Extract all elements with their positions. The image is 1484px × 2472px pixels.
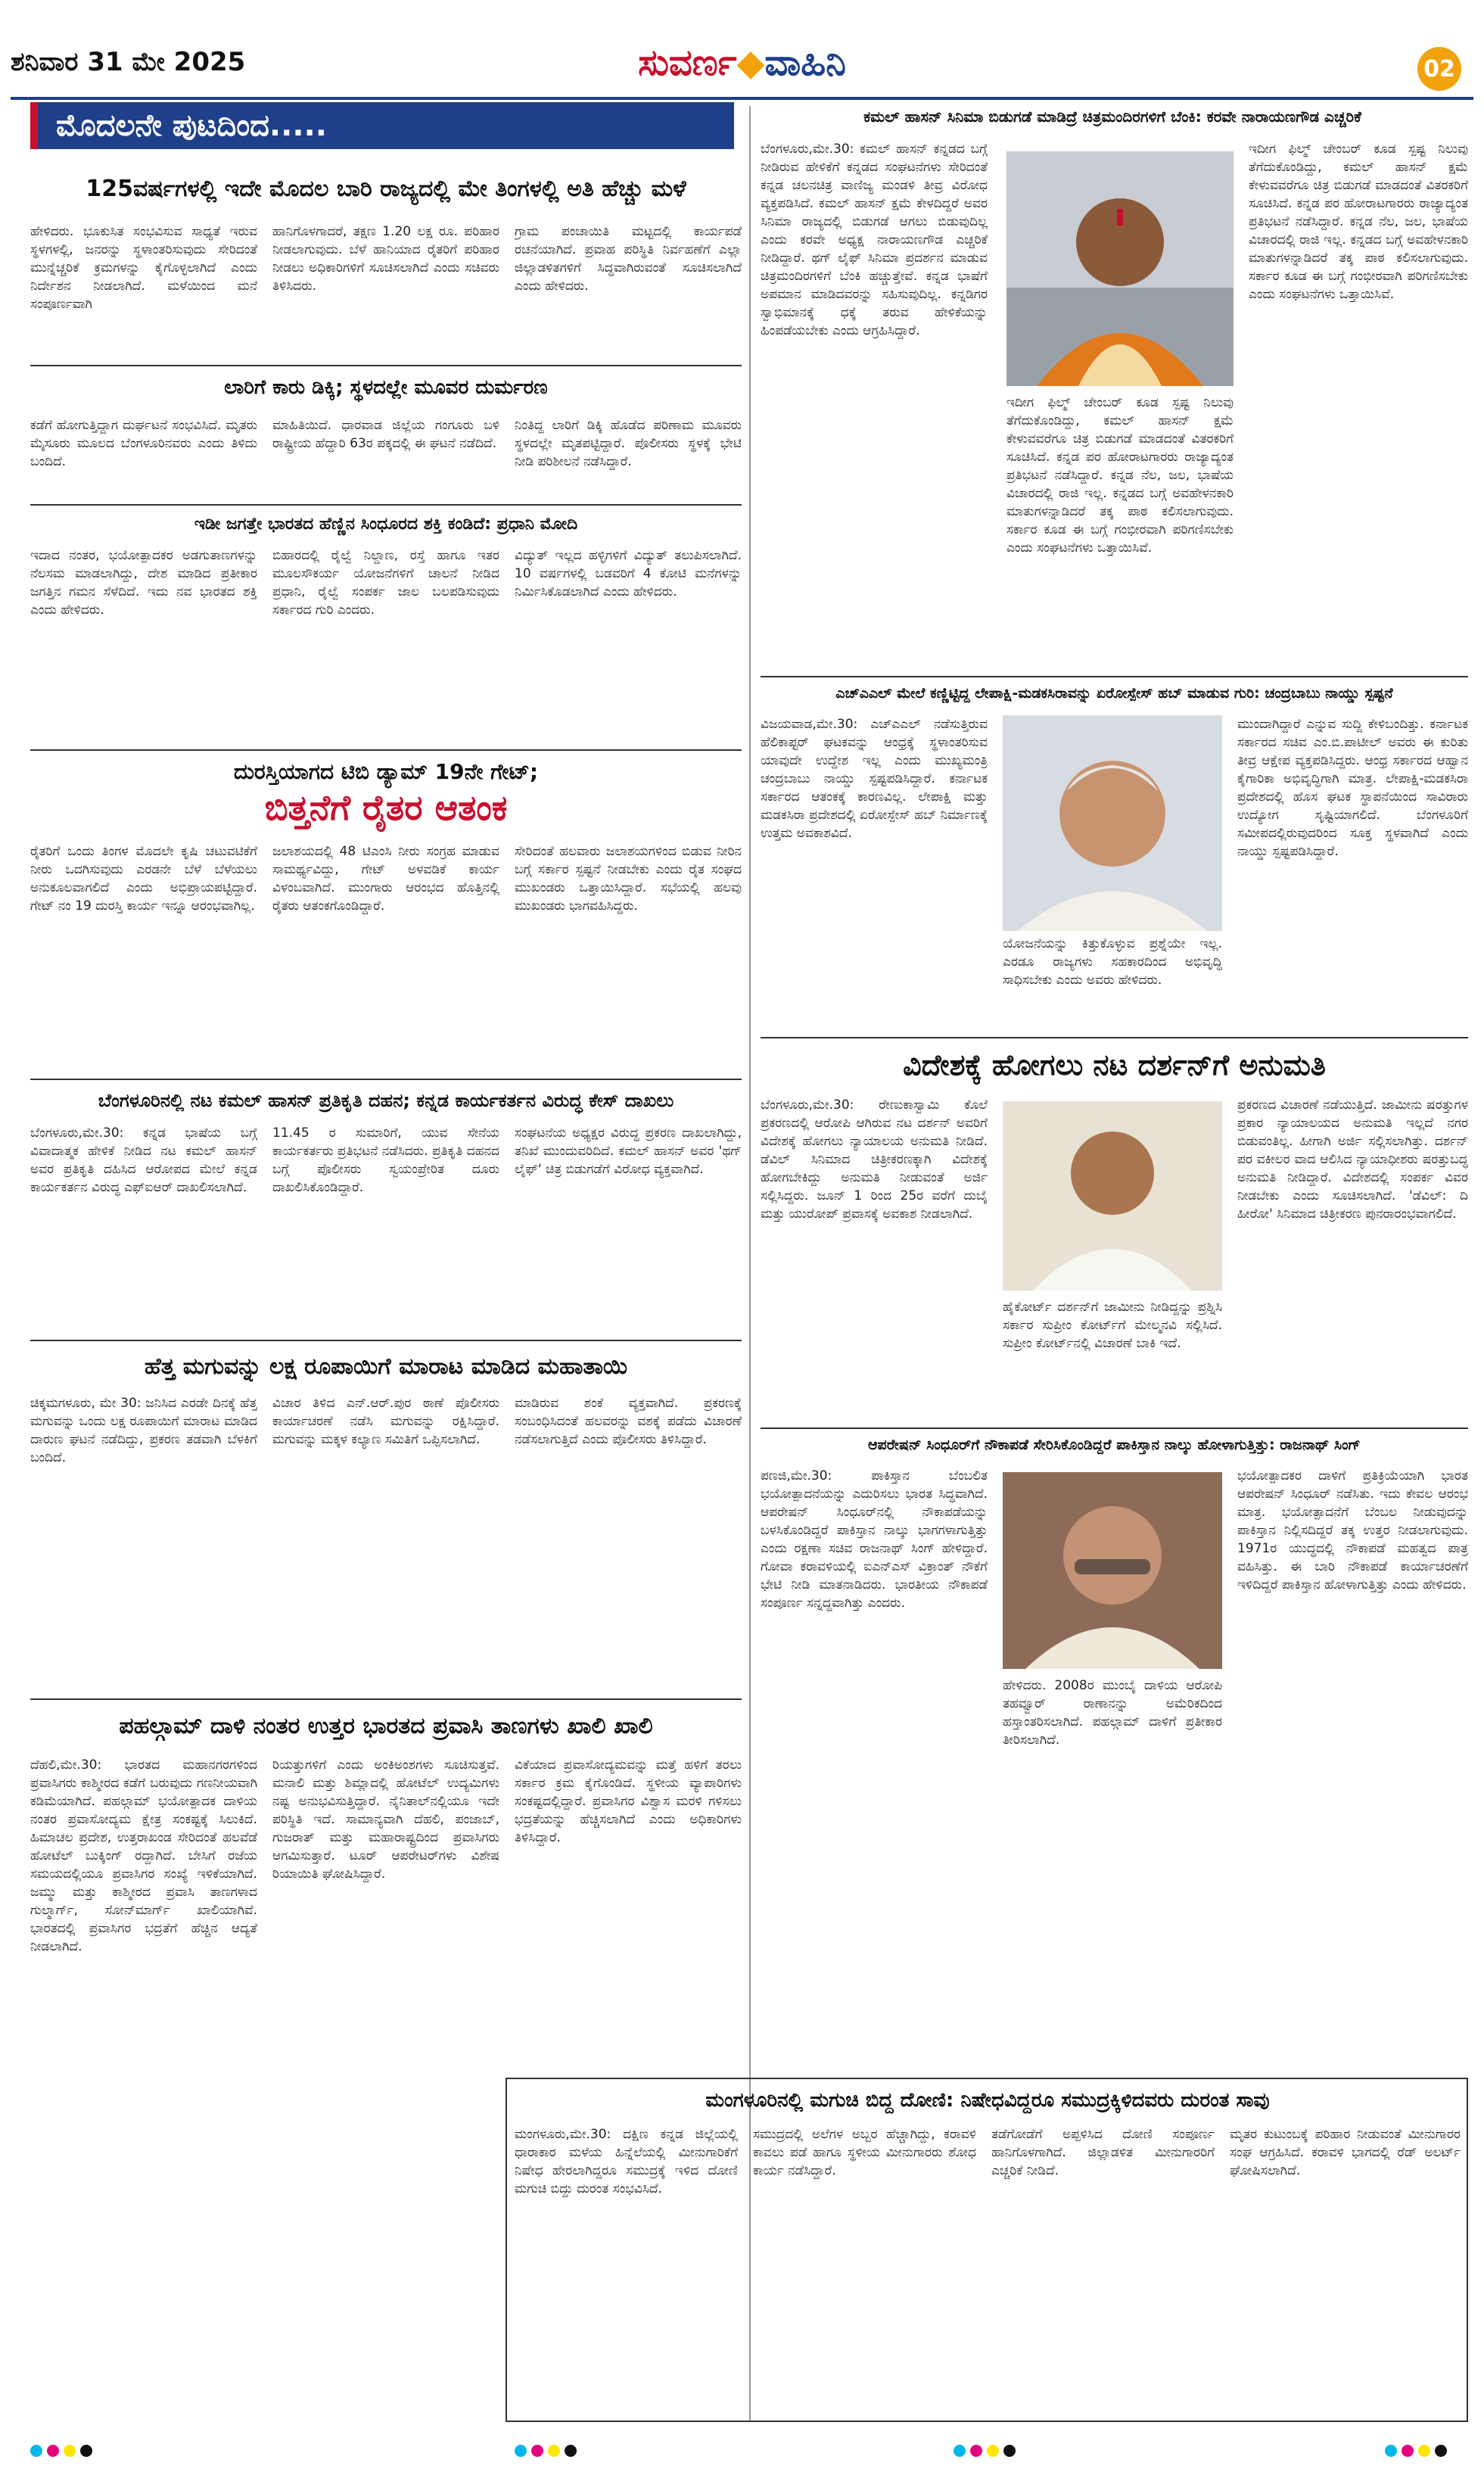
naidu-col-2: ಯೋಜನೆಯನ್ನು ಕಿತ್ತುಕೊಳ್ಳುವ ಪ್ರಶ್ನೆಯೇ ಇಲ್ಲ. ಎರಡೂ ರಾಜ್ಯಗಳು ಸಹಕಾರದಿಂದ ಅಭಿವೃದ್ಧಿ ಸಾಧಿಸಬೇಕು ಎಂದು ಅವರು ಹೇಳಿದರು. xyxy=(1003,936,1222,988)
divider xyxy=(30,1698,742,1700)
rain-col-2: ಹಾನಿಗೊಳಗಾದರೆ, ತಕ್ಷಣ 1.20 ಲಕ್ಷ ರೂ. ಪರಿಹಾರ ನೀಡಲಾಗುವುದು. ಬೆಳೆ ಹಾನಿಯಾದ ರೈತರಿಗೆ ಪರಿಹಾರ ನೀಡಲು ಅಧಿಕಾರಿಗಳಿಗೆ ಸೂಚಿಸಲಾಗಿದೆ ಎಂದು ಸಚಿವರು ತಿಳಿಸಿದರು. xyxy=(272,224,499,294)
boat-col-3: ತಡೆಗೋಡೆಗೆ ಅಪ್ಪಳಿಸಿದ ದೋಣಿ ಸಂಪೂರ್ಣ ಹಾನಿಗೊಳಗಾಗಿದೆ. ಜಿಲ್ಲಾಡಳಿತ ಮೀನುಗಾರರಿಗೆ ಎಚ್ಚರಿಕೆ ನೀಡಿದೆ. xyxy=(991,2127,1215,2178)
accident-col-3: ನಿಂತಿದ್ದ ಲಾರಿಗೆ ಡಿಕ್ಕಿ ಹೊಡೆದ ಪರಿಣಾಮ ಮೂವರು ಸ್ಥಳದಲ್ಲೇ ಮೃತಪಟ್ಟಿದ್ದಾರೆ. ಪೊಲೀಸರು ಸ್ಥಳಕ್ಕೆ ಭೇಟಿ ನೀಡಿ ಪರಿಶೀಲನೆ ನಡೆಸಿದ್ದಾರೆ. xyxy=(515,418,742,469)
headline-accident: ಲಾರಿಗೆ ಕಾರು ಡಿಕ್ಕಿ; ಸ್ಥಳದಲ್ಲೇ ಮೂವರ ದುರ್ಮರಣ xyxy=(224,376,548,399)
divider xyxy=(761,676,1468,677)
issue-date: ಶನಿವಾರ 31 ಮೇ 2025 xyxy=(11,47,246,77)
darshan-col-1: ಬೆಂಗಳೂರು,ಮೇ.30: ರೇಣುಕಾಸ್ವಾಮಿ ಕೊಲೆ ಪ್ರಕರಣದಲ್ಲಿ ಆರೋಪಿ ಆಗಿರುವ ನಟ ದರ್ಶನ್ ಅವರಿಗೆ ವಿದೇಶಕ್ಕೆ ಹೋಗಲು ನ್ಯಾಯಾಲಯ ಅನುಮತಿ ನೀಡಿದೆ. ಡೆವಿಲ್ ಸಿನಿಮಾದ ಚಿತ್ರೀಕರಣಕ್ಕಾಗಿ ವಿದೇಶಕ್ಕೆ ಹೋಗಬೇಕಿದ್ದು ಅನುಮತಿ ನೀಡುವಂತೆ ಅರ್ಜಿ ಸಲ್ಲಿಸಿದ್ದರು. ಜೂನ್ 1 ರಿಂದ 25ರ ವರೆಗೆ ದುಬೈ ಮತ್ತು ಯುರೋಪ್ ಪ್ರವಾಸಕ್ಕೆ ಅವಕಾಶ ನೀಡಲಾಗಿದೆ. xyxy=(761,1097,988,1222)
accident-col-1: ಕಡೆಗೆ ಹೋಗುತ್ತಿದ್ದಾಗ ದುರ್ಘಟನೆ ಸಂಭವಿಸಿದೆ. ಮೃತರು ಮೈಸೂರು ಮೂಲದ ಬೆಂಗಳೂರಿನವರು ಎಂದು ತಿಳಿದು ಬಂದಿದೆ. xyxy=(30,418,257,469)
masthead-left: ಸುವರ್ಣ xyxy=(638,42,737,84)
headline-boat: ಮಂಗಳೂರಿನಲ್ಲಿ ಮಗುಚಿ ಬಿದ್ದ ದೋಣಿ: ನಿಷೇಧವಿದ್ದರೂ ಸಮುದ್ರಕ್ಕಿಳಿದವರು ದುರಂತ ಸಾವು xyxy=(705,2089,1270,2112)
modi-col-2: ಬಿಹಾರದಲ್ಲಿ ರೈಲ್ವೆ ನಿಲ್ದಾಣ, ರಸ್ತೆ ಹಾಗೂ ಇತರ ಮೂಲಸೌಕರ್ಯ ಯೋಜನೆಗಳಿಗೆ ಚಾಲನೆ ನೀಡಿದ ಪ್ರಧಾನಿ, ರೈಲ್ವೆ ಸಂಪರ್ಕ ಜಾಲ ಬಲಪಡಿಸುವುದು ಸರ್ಕಾರದ ಗುರಿ ಎಂದರು. xyxy=(272,548,499,618)
masthead-logo-icon: ◆ xyxy=(736,42,765,84)
tourism-col-2: ರಿಯತ್ತುಗಳಿಗೆ ಎಂದು ಅಂಕಿಅಂಶಗಳು ಸೂಚಿಸುತ್ತವೆ. ಮನಾಲಿ ಮತ್ತು ಶಿಮ್ಲಾದಲ್ಲಿ ಹೋಟೆಲ್ ಉದ್ಯಮಿಗಳು ನಷ್ಟ ಅನುಭವಿಸುತ್ತಿದ್ದಾರೆ. ನೈನಿತಾಲ್‌ನಲ್ಲಿಯೂ ಇದೇ ಪರಿಸ್ಥಿತಿ ಇದೆ. ಸಾಮಾನ್ಯವಾಗಿ ದೆಹಲಿ, ಪಂಜಾಬ್, ಗುಜರಾತ್ ಮತ್ತು ಮಹಾರಾಷ್ಟ್ರದಿಂದ ಪ್ರವಾಸಿಗರು ಆಗಮಿಸುತ್ತಾರೆ. ಟೂರ್ ಆಪರೇಟರ್‌ಗಳು ವಿಶೇಷ ರಿಯಾಯಿತಿ ಘೋಷಿಸಿದ್ದಾರೆ. xyxy=(272,1757,499,1882)
modi-col-1: ಇದಾದ ನಂತರ, ಭಯೋತ್ಪಾದಕರ ಅಡಗುತಾಣಗಳನ್ನು ನೆಲಸಮ ಮಾಡಲಾಗಿದ್ದು, ದೇಶ ಮಾಡಿದ ಪ್ರತೀಕಾರ ಜಗತ್ತಿನ ಗಮನ ಸೆಳೆದಿದೆ. ಇದು ನವ ಭಾರತದ ಶಕ್ತಿ ಎಂದು ಹೇಳಿದರು. xyxy=(30,548,257,618)
boat-col-2: ಸಮುದ್ರದಲ್ಲಿ ಅಲೆಗಳ ಅಬ್ಬರ ಹೆಚ್ಚಾಗಿದ್ದು, ಕರಾವಳಿ ಕಾವಲು ಪಡೆ ಹಾಗೂ ಸ್ಥಳೀಯ ಮೀನುಗಾರರು ಶೋಧ ಕಾರ್ಯ ನಡೆಸಿದ್ದಾರೆ. xyxy=(753,2127,976,2178)
kicker-dam: ದುರಸ್ತಿಯಾಗದ ಟಿಬಿ ಡ್ಯಾಮ್ 19ನೇ ಗೇಟ್; xyxy=(233,759,539,784)
accident-col-2: ಮಾಹಿತಿಯಿದೆ. ಧಾರವಾಡ ಜಿಲ್ಲೆಯ ಗಂಗೂರು ಬಳಿ ರಾಷ್ಟ್ರೀಯ ಹೆದ್ದಾರಿ 63ರ ಪಕ್ಕದಲ್ಲಿ ಈ ಘಟನೆ ನಡೆದಿದೆ. xyxy=(272,418,499,451)
dam-col-3: ಸೇರಿದಂತೆ ಹಲವಾರು ಜಲಾಶಯಗಳಿಂದ ಬಿಡುವ ನೀರಿನ ಬಗ್ಗೆ ಸರ್ಕಾರ ಸ್ಪಷ್ಟನೆ ನೀಡಬೇಕು ಎಂದು ರೈತ ಸಂಘದ ಮುಖಂಡರು ಒತ್ತಾಯಿಸಿದ್ದಾರೆ. ಸಭೆಯಲ್ಲಿ ಹಲವು ಮುಖಂಡರು ಭಾಗವಹಿಸಿದ್ದರು. xyxy=(515,844,742,914)
boat-col-1: ಮಂಗಳೂರು,ಮೇ.30: ದಕ್ಷಿಣ ಕನ್ನಡ ಜಿಲ್ಲೆಯಲ್ಲಿ ಧಾರಾಕಾರ ಮಳೆಯ ಹಿನ್ನೆಲೆಯಲ್ಲಿ ಮೀನುಗಾರಿಕೆಗೆ ನಿಷೇಧ ಹೇರಲಾಗಿದ್ದರೂ ಸಮುದ್ರಕ್ಕೆ ಇಳಿದ ದೋಣಿ ಮಗುಚಿ ಬಿದ್ದು ದುರಂತ ಸಂಭವಿಸಿದೆ. xyxy=(515,2127,738,2196)
masthead-right: ವಾಹಿನಿ xyxy=(764,42,846,84)
registration-marks-right-center xyxy=(954,2445,1016,2457)
headline-baby-sale: ಹೆತ್ತ ಮಗುವನ್ನು ಲಕ್ಷ ರೂಪಾಯಿಗೆ ಮಾರಾಟ ಮಾಡಿದ ಮಹಾತಾಯಿ xyxy=(144,1353,628,1380)
narayanagowda-photo xyxy=(1006,151,1234,386)
divider xyxy=(30,365,742,366)
dam-col-2: ಜಲಾಶಯದಲ್ಲಿ 48 ಟಿಎಂಸಿ ನೀರು ಸಂಗ್ರಹ ಮಾಡುವ ಸಾಮರ್ಥ್ಯವಿದ್ದು, ಗೇಟ್ ಅಳವಡಿಕೆ ಕಾರ್ಯ ವಿಳಂಬವಾಗಿದೆ. ಮುಂಗಾರು ಆರಂಭದ ಹೊತ್ತಿನಲ್ಲಿ ರೈತರು ಆತಂಕಗೊಂಡಿದ್ದಾರೆ. xyxy=(272,844,499,914)
effigy-col-1: ಬೆಂಗಳೂರು,ಮೇ.30: ಕನ್ನಡ ಭಾಷೆಯ ಬಗ್ಗೆ ವಿವಾದಾತ್ಮಕ ಹೇಳಿಕೆ ನೀಡಿದ ನಟ ಕಮಲ್ ಹಾಸನ್ ಅವರ ಪ್ರತಿಕೃತಿ ದಹಿಸಿದ ಆರೋಪದ ಮೇಲೆ ಕನ್ನಡ ಕಾರ್ಯಕರ್ತನ ವಿರುದ್ಧ ಎಫ್‌ಐಆರ್ ದಾಖಲಿಸಲಾಗಿದೆ. xyxy=(30,1125,257,1195)
registration-marks-left xyxy=(30,2445,92,2457)
headline-kamal-threat: ಕಮಲ್ ಹಾಸನ್ ಸಿನಿಮಾ ಬಿಡುಗಡೆ ಮಾಡಿದ್ರೆ ಚಿತ್ರಮಂದಿರಗಳಿಗೆ ಬೆಂಕಿ: ಕರವೇ ನಾರಾಯಣಗೌಡ ಎಚ್ಚರಿಕೆ xyxy=(863,107,1361,126)
naidu-col-3: ಮುಂದಾಗಿದ್ದಾರೆ ಎನ್ನುವ ಸುದ್ದಿ ಕೇಳಿಬಂದಿತ್ತು. ಕರ್ನಾಟಕ ಸರ್ಕಾರದ ಸಚಿವ ಎಂ.ಬಿ.ಪಾಟೀಲ್ ಅವರು ಈ ಕುರಿತು ತೀವ್ರ ಆಕ್ಷೇಪ ವ್ಯಕ್ತಪಡಿಸಿದ್ದರು. ಆಂಧ್ರ ಸರ್ಕಾರದ ಆಹ್ವಾನ ಕೈಗಾರಿಕಾ ಅಭಿವೃದ್ಧಿಗಾಗಿ ಮಾತ್ರ. ಲೇಪಾಕ್ಷಿ-ಮಡಕಸಿರಾ ಪ್ರದೇಶದಲ್ಲಿ ಹೊಸ ಘಟಕ ಸ್ಥಾಪನೆಯಿಂದ ಸಾವಿರಾರು ಉದ್ಯೋಗ ಸೃಷ್ಟಿಯಾಗಲಿದೆ. ಬೆಂಗಳೂರಿಗೆ ಸಮೀಪದಲ್ಲಿರುವುದರಿಂದ ಸೂಕ್ತ ಸ್ಥಳವಾಗಿದೆ ಎಂದು ನಾಯ್ಡು ಸ್ಪಷ್ಟಪಡಿಸಿದ್ದಾರೆ. xyxy=(1237,717,1468,859)
headline-rajnath: ಆಪರೇಷನ್ ಸಿಂಧೂರ್‌ಗೆ ನೌಕಾಪಡೆ ಸೇರಿಸಿಕೊಂಡಿದ್ದರೆ ಪಾಕಿಸ್ತಾನ ನಾಲ್ಕು ಹೋಳಾಗುತ್ತಿತ್ತು: ರಾಜನಾಥ್ ಸಿಂಗ್ xyxy=(868,1437,1361,1453)
headline-kamal-effigy: ಬೆಂಗಳೂರಿನಲ್ಲಿ ನಟ ಕಮಲ್ ಹಾಸನ್ ಪ್ರತಿಕೃತಿ ದಹನ; ಕನ್ನಡ ಕಾರ್ಯಕರ್ತನ ವಿರುದ್ಧ ಕೇಸ್ ದಾಖಲು xyxy=(98,1090,674,1111)
headline-modi: ಇಡೀ ಜಗತ್ತೇ ಭಾರತದ ಹೆಣ್ಣಿನ ಸಿಂಧೂರದ ಶಕ್ತಿ ಕಂಡಿದೆ: ಪ್ರಧಾನಿ ಮೋದಿ xyxy=(194,515,578,534)
baby-col-3: ಮಾಡಿರುವ ಶಂಕೆ ವ್ಯಕ್ತವಾಗಿದೆ. ಪ್ರಕರಣಕ್ಕೆ ಸಂಬಂಧಿಸಿದಂತೆ ಹಲವರನ್ನು ವಶಕ್ಕೆ ಪಡೆದು ವಿಚಾರಣೆ ನಡೆಸಲಾಗುತ್ತಿದೆ ಎಂದು ಪೊಲೀಸರು ತಿಳಿಸಿದ್ದಾರೆ. xyxy=(515,1396,742,1447)
naidu-col-1: ವಿಜಯವಾಡ,ಮೇ.30: ಎಚ್‌ಎಎಲ್ ನಡೆಸುತ್ತಿರುವ ಹೆಲಿಕಾಪ್ಟರ್ ಘಟಕವನ್ನು ಆಂಧ್ರಕ್ಕೆ ಸ್ಥಳಾಂತರಿಸುವ ಯಾವುದೇ ಉದ್ದೇಶ ಇಲ್ಲ ಎಂದು ಮುಖ್ಯಮಂತ್ರಿ ಚಂದ್ರಬಾಬು ನಾಯ್ಡು ಸ್ಪಷ್ಟಪಡಿಸಿದ್ದಾರೆ. ಕರ್ನಾಟಕ ಸರ್ಕಾರದ ಆತಂಕಕ್ಕೆ ಕಾರಣವಿಲ್ಲ. ಲೇಪಾಕ್ಷಿ ಮತ್ತು ಮಡಕಸಿರಾ ಪ್ರದೇಶದಲ್ಲಿ ಏರೋಸ್ಪೇಸ್ ಹಬ್ ನಿರ್ಮಾಣಕ್ಕೆ ಉತ್ತಮ ಅವಕಾಶವಿದೆ. xyxy=(761,717,988,841)
rajnath-col-2: ಹೇಳಿದರು. 2008ರ ಮುಂಬೈ ದಾಳಿಯ ಆರೋಪಿ ತಹವ್ವೂರ್ ರಾಣಾನನ್ನು ಅಮೆರಿಕದಿಂದ ಹಸ್ತಾಂತರಿಸಲಾಗಿದೆ. ಪಹಲ್ಗಾಮ್ ದಾಳಿಗೆ ಪ್ರತೀಕಾರ ತೀರಿಸಲಾಗಿದೆ. xyxy=(1003,1678,1222,1748)
threat-col-2: ಇದೀಗ ಫಿಲ್ಮ್ ಚೇಂಬರ್ ಕೂಡ ಸ್ಪಷ್ಟ ನಿಲುವು ತೆಗೆದುಕೊಂಡಿದ್ದು, ಕಮಲ್ ಹಾಸನ್ ಕ್ಷಮೆ ಕೇಳುವವರೆಗೂ ಚಿತ್ರ ಬಿಡುಗಡೆ ಮಾಡದಂತೆ ವಿತರಕರಿಗೆ ಸೂಚಿಸಿದೆ. ಕನ್ನಡ ಪರ ಹೋರಾಟಗಾರರು ರಾಜ್ಯಾದ್ಯಂತ ಪ್ರತಿಭಟನೆ ನಡೆಸಿದ್ದಾರೆ. ಕನ್ನಡ ನೆಲ, ಜಲ, ಭಾಷೆಯ ವಿಚಾರದಲ್ಲಿ ರಾಜಿ ಇಲ್ಲ. ಕನ್ನಡದ ಬಗ್ಗೆ ಅವಹೇಳನಕಾರಿ ಮಾತುಗಳನ್ನಾಡಿದರೆ ತಕ್ಕ ಪಾಠ ಕಲಿಸಲಾಗುವುದು. ಸರ್ಕಾರ ಕೂಡ ಈ ಬಗ್ಗೆ ಗಂಭೀರವಾಗಿ ಪರಿಗಣಿಸಬೇಕು ಎಂದು ಸಂಘಟನೆಗಳು ಒತ್ತಾಯಿಸಿವೆ. xyxy=(1006,395,1234,556)
rajnath-col-1: ಪಣಜಿ,ಮೇ.30: ಪಾಕಿಸ್ತಾನ ಬೆಂಬಲಿತ ಭಯೋತ್ಪಾದನೆಯನ್ನು ಎದುರಿಸಲು ಭಾರತ ಸಿದ್ಧವಾಗಿದೆ. ಆಪರೇಷನ್ ಸಿಂಧೂರ್‌ನಲ್ಲಿ ನೌಕಾಪಡೆಯನ್ನು ಬಳಸಿಕೊಂಡಿದ್ದರೆ ಪಾಕಿಸ್ತಾನ ನಾಲ್ಕು ಭಾಗಗಳಾಗುತ್ತಿತ್ತು ಎಂದು ರಕ್ಷಣಾ ಸಚಿವ ರಾಜನಾಥ್ ಸಿಂಗ್ ಹೇಳಿದ್ದಾರೆ. ಗೋವಾ ಕರಾವಳಿಯಲ್ಲಿ ಐಎನ್‌ಎಸ್ ವಿಕ್ರಾಂತ್ ನೌಕೆಗೆ ಭೇಟಿ ನೀಡಿ ಮಾತನಾಡಿದರು. ಭಾರತೀಯ ನೌಕಾಪಡೆ ಸಂಪೂರ್ಣ ಸನ್ನದ್ಧವಾಗಿತ್ತು ಎಂದರು. xyxy=(761,1468,988,1611)
divider xyxy=(761,1427,1468,1429)
headline-rain: 125ವರ್ಷಗಳಲ್ಲಿ ಇದೇ ಮೊದಲ ಬಾರಿ ರಾಜ್ಯದಲ್ಲಿ ಮೇ ತಿಂಗಳಲ್ಲಿ ಅತಿ ಹೆಚ್ಚು ಮಳೆ xyxy=(86,176,686,202)
headline-dam: ಬಿತ್ತನೆಗೆ ರೈತರ ಆತಂಕ xyxy=(264,787,508,828)
divider xyxy=(30,504,742,506)
column-divider xyxy=(749,106,751,2422)
dam-col-1: ರೈತರಿಗೆ ಒಂದು ತಿಂಗಳ ಮೊದಲೇ ಕೃಷಿ ಚಟುವಟಿಕೆಗೆ ನೀರು ಒದಗಿಸುವುದು ಎರಡನೇ ಬೆಳೆ ಬೆಳೆಯಲು ಅನುಕೂಲವಾಗಲಿದೆ ಎಂದು ಅಭಿಪ್ರಾಯಪಟ್ಟಿದ್ದಾರೆ. ಗೇಟ್ ನಂ 19 ದುರಸ್ತಿ ಕಾರ್ಯ ಇನ್ನೂ ಆರಂಭವಾಗಿಲ್ಲ. xyxy=(30,844,257,914)
divider xyxy=(30,1079,742,1080)
baby-col-2: ವಿಚಾರ ತಿಳಿದ ಎನ್.ಆರ್.ಪುರ ಠಾಣೆ ಪೊಲೀಸರು ಕಾರ್ಯಾಚರಣೆ ನಡೆಸಿ ಮಗುವನ್ನು ರಕ್ಷಿಸಿದ್ದಾರೆ. ಮಗುವನ್ನು ಮಕ್ಕಳ ಕಲ್ಯಾಣ ಸಮಿತಿಗೆ ಒಪ್ಪಿಸಲಾಗಿದೆ. xyxy=(272,1396,499,1447)
page-number: 02 xyxy=(1417,47,1461,91)
boat-col-4: ಮೃತರ ಕುಟುಂಬಕ್ಕೆ ಪರಿಹಾರ ನೀಡುವಂತೆ ಮೀನುಗಾರರ ಸಂಘ ಆಗ್ರಹಿಸಿದೆ. ಕರಾವಳಿ ಭಾಗದಲ್ಲಿ ರೆಡ್ ಅಲರ್ಟ್ ಘೋಷಿಸಲಾಗಿದೆ. xyxy=(1230,2127,1461,2178)
headline-naidu-hal: ಎಚ್‌ಎಎಲ್ ಮೇಲೆ ಕಣ್ಣಿಟ್ಟಿದ್ದ ಲೇಪಾಕ್ಷಿ-ಮಡಕಸಿರಾವನ್ನು ಏರೋಸ್ಪೇಸ್ ಹಬ್ ಮಾಡುವ ಗುರಿ: ಚಂದ್ರಬಾಬು ನಾಯ್ಡು ಸ್ಪಷ್ಟನೆ xyxy=(835,685,1393,702)
effigy-col-2: 11.45 ರ ಸುಮಾರಿಗೆ, ಯುವ ಸೇನೆಯ ಕಾರ್ಯಕರ್ತರು ಪ್ರತಿಭಟನೆ ನಡೆಸಿದರು. ಪ್ರತಿಕೃತಿ ದಹನದ ಬಗ್ಗೆ ಪೊಲೀಸರು ಸ್ವಯಂಪ್ರೇರಿತ ದೂರು ದಾಖಲಿಸಿಕೊಂಡಿದ್ದಾರೆ. xyxy=(272,1125,499,1195)
tourism-col-3: ವಿಕೆಯಾದ ಪ್ರವಾಸೋದ್ಯಮವನ್ನು ಮತ್ತೆ ಹಳಿಗೆ ತರಲು ಸರ್ಕಾರ ಕ್ರಮ ಕೈಗೊಂಡಿದೆ. ಸ್ಥಳೀಯ ವ್ಯಾಪಾರಿಗಳು ಸಂಕಷ್ಟದಲ್ಲಿದ್ದಾರೆ. ಪ್ರವಾಸಿಗರ ವಿಶ್ವಾಸ ಮರಳಿ ಗಳಿಸಲು ಭದ್ರತೆಯನ್ನು ಹೆಚ್ಚಿಸಲಾಗಿದೆ ಎಂದು ಅಧಿಕಾರಿಗಳು ತಿಳಿಸಿದ್ದಾರೆ. xyxy=(515,1757,742,1845)
divider xyxy=(30,1340,742,1341)
header-rule xyxy=(11,97,1473,100)
headline-pahalgam-tourism: ಪಹಲ್ಗಾಮ್ ದಾಳಿ ನಂತರ ಉತ್ತರ ಭಾರತದ ಪ್ರವಾಸಿ ತಾಣಗಳು ಖಾಲಿ ಖಾಲಿ xyxy=(119,1713,653,1739)
darshan-photo xyxy=(1003,1101,1222,1290)
divider xyxy=(761,1037,1468,1038)
baby-col-1: ಚಿಕ್ಕಮಗಳೂರು, ಮೇ 30: ಜನಿಸಿದ ಎರಡೇ ದಿನಕ್ಕೆ ಹೆತ್ತ ಮಗುವನ್ನು ಒಂದು ಲಕ್ಷ ರೂಪಾಯಿಗೆ ಮಾರಾಟ ಮಾಡಿದ ದಾರುಣ ಘಟನೆ ನಡೆದಿದ್ದು, ಪ್ರಕರಣ ತಡವಾಗಿ ಬೆಳಕಿಗೆ ಬಂದಿದೆ. xyxy=(30,1396,257,1465)
tourism-col-1: ದೆಹಲಿ,ಮೇ.30: ಭಾರತದ ಮಹಾನಗರಗಳಿಂದ ಪ್ರವಾಸಿಗರು ಕಾಶ್ಮೀರದ ಕಡೆಗೆ ಬರುವುದು ಗಣನೀಯವಾಗಿ ಕಡಿಮೆಯಾಗಿದೆ. ಪಹಲ್ಗಾಮ್ ಭಯೋತ್ಪಾದಕ ದಾಳಿಯ ನಂತರ ಪ್ರವಾಸೋದ್ಯಮ ಕ್ಷೇತ್ರ ಸಂಕಷ್ಟಕ್ಕೆ ಸಿಲುಕಿದೆ. ಹಿಮಾಚಲ ಪ್ರದೇಶ, ಉತ್ತರಾಖಂಡ ಸೇರಿದಂತೆ ಹಲವೆಡೆ ಹೋಟೆಲ್ ಬುಕ್ಕಿಂಗ್ ರದ್ದಾಗಿದೆ. ಬೇಸಿಗೆ ರಜೆಯ ಸಮಯದಲ್ಲಿಯೂ ಪ್ರವಾಸಿಗರ ಸಂಖ್ಯೆ ಇಳಿಕೆಯಾಗಿದೆ. ಜಮ್ಮು ಮತ್ತು ಕಾಶ್ಮೀರದ ಪ್ರವಾಸಿ ತಾಣಗಳಾದ ಗುಲ್ಮಾರ್ಗ್, ಸೋನ್‌ಮಾರ್ಗ್ ಖಾಲಿಯಾಗಿವೆ. ಭಾರತದಲ್ಲಿ ಪ್ರವಾಸಿಗರ ಭದ್ರತೆಗೆ ಹೆಚ್ಚಿನ ಆದ್ಯತೆ ನೀಡಲಾಗಿದೆ. xyxy=(30,1757,257,1954)
effigy-col-3: ಸಂಘಟನೆಯ ಅಧ್ಯಕ್ಷರ ವಿರುದ್ಧ ಪ್ರಕರಣ ದಾಖಲಾಗಿದ್ದು, ತನಿಖೆ ಮುಂದುವರಿದಿದೆ. ಕಮಲ್ ಹಾಸನ್ ಅವರ 'ಥಗ್ ಲೈಫ್' ಚಿತ್ರ ಬಿಡುಗಡೆಗೆ ವಿರೋಧ ವ್ಯಕ್ತವಾಗಿದೆ. xyxy=(515,1125,742,1177)
masthead xyxy=(0,42,1484,85)
rain-col-3: ಗ್ರಾಮ ಪಂಚಾಯಿತಿ ಮಟ್ಟದಲ್ಲಿ ಕಾರ್ಯಪಡೆ ರಚನೆಯಾಗಿದೆ. ಪ್ರವಾಹ ಪರಿಸ್ಥಿತಿ ನಿರ್ವಹಣೆಗೆ ಎಲ್ಲಾ ಜಿಲ್ಲಾಡಳಿತಗಳಿಗೆ ಸಿದ್ಧವಾಗಿರುವಂತೆ ಸೂಚಿಸಲಾಗಿದೆ ಎಂದು ಹೇಳಿದರು. xyxy=(515,224,742,294)
section-title: ಮೊದಲನೇ ಪುಟದಿಂದ..... xyxy=(30,102,734,149)
darshan-col-3: ಪ್ರಕರಣದ ವಿಚಾರಣೆ ನಡೆಯುತ್ತಿದೆ. ಜಾಮೀನು ಷರತ್ತುಗಳ ಪ್ರಕಾರ ನ್ಯಾಯಾಲಯದ ಅನುಮತಿ ಇಲ್ಲದೆ ನಗರ ಬಿಡುವಂತಿಲ್ಲ. ಹೀಗಾಗಿ ಅರ್ಜಿ ಸಲ್ಲಿಸಲಾಗಿತ್ತು. ದರ್ಶನ್ ಪರ ವಕೀಲರ ವಾದ ಆಲಿಸಿದ ನ್ಯಾಯಾಧೀಶರು ಷರತ್ತುಬದ್ಧ ಅನುಮತಿ ನೀಡಿದ್ದಾರೆ. ವಿದೇಶದಲ್ಲಿ ಸಂಪರ್ಕ ವಿವರ ನೀಡಬೇಕು ಎಂದು ಸೂಚಿಸಲಾಗಿದೆ. 'ಡೆವಿಲ್: ದಿ ಹೀರೋ' ಸಿನಿಮಾದ ಚಿತ್ರೀಕರಣ ಪುನರಾರಂಭವಾಗಲಿದೆ. xyxy=(1237,1097,1468,1222)
rajnath-photo xyxy=(1003,1472,1222,1669)
threat-col-1: ಬೆಂಗಳೂರು,ಮೇ.30: ಕಮಲ್ ಹಾಸನ್ ಕನ್ನಡದ ಬಗ್ಗೆ ನೀಡಿರುವ ಹೇಳಿಕೆಗೆ ಕನ್ನಡದ ಸಂಘಟನೆಗಳು ಸೇರಿದಂತೆ ಕನ್ನಡ ಚಲನಚಿತ್ರ ವಾಣಿಜ್ಯ ಮಂಡಳಿ ತೀವ್ರ ವಿರೋಧ ವ್ಯಕ್ತಪಡಿಸಿದೆ. ಕಮಲ್ ಹಾಸನ್ ಕ್ಷಮೆ ಕೇಳದಿದ್ದರೆ ಅವರ ಸಿನಿಮಾ ರಾಜ್ಯದಲ್ಲಿ ಬಿಡುಗಡೆ ಆಗಲು ಬಿಡುವುದಿಲ್ಲ ಎಂದು ಕರವೇ ಅಧ್ಯಕ್ಷ ನಾರಾಯಣಗೌಡ ಎಚ್ಚರಿಕೆ ನೀಡಿದ್ದಾರೆ. ಥಗ್ ಲೈಫ್ ಸಿನಿಮಾ ಪ್ರದರ್ಶನ ಮಾಡುವ ಚಿತ್ರಮಂದಿರಗಳಿಗೆ ಬೆಂಕಿ ಹಚ್ಚುತ್ತೇವೆ. ಕನ್ನಡ ಭಾಷೆಗೆ ಅಪಮಾನ ಮಾಡಿದವರನ್ನು ಸಹಿಸುವುದಿಲ್ಲ. ಕನ್ನಡಿಗರ ಸ್ವಾಭಿಮಾನಕ್ಕೆ ಧಕ್ಕೆ ತರುವ ಹೇಳಿಕೆಯನ್ನು ಹಿಂಪಡೆಯಬೇಕು ಎಂದು ಆಗ್ರಹಿಸಿದ್ದಾರೆ. xyxy=(761,142,988,338)
rajnath-col-3: ಭಯೋತ್ಪಾದಕರ ದಾಳಿಗೆ ಪ್ರತಿಕ್ರಿಯೆಯಾಗಿ ಭಾರತ ಆಪರೇಷನ್ ಸಿಂಧೂರ್ ನಡೆಸಿತು. ಇದು ಕೇವಲ ಆರಂಭ ಮಾತ್ರ. ಭಯೋತ್ಪಾದನೆಗೆ ಬೆಂಬಲ ನೀಡುವುದನ್ನು ಪಾಕಿಸ್ತಾನ ನಿಲ್ಲಿಸದಿದ್ದರೆ ತಕ್ಕ ಉತ್ತರ ನೀಡಲಾಗುವುದು. 1971ರ ಯುದ್ಧದಲ್ಲಿ ನೌಕಾಪಡೆ ಮಹತ್ವದ ಪಾತ್ರ ವಹಿಸಿತ್ತು. ಈ ಬಾರಿ ನೌಕಾಪಡೆ ಕಾರ್ಯಾಚರಣೆಗೆ ಇಳಿದಿದ್ದರೆ ಪಾಕಿಸ್ತಾನ ಹೋಳಾಗುತ್ತಿತ್ತು ಎಂದು ಹೇಳಿದರು. xyxy=(1237,1468,1468,1592)
rain-col-1: ಹೇಳಿದರು. ಭೂಕುಸಿತ ಸಂಭವಿಸುವ ಸಾಧ್ಯತೆ ಇರುವ ಸ್ಥಳಗಳಲ್ಲಿ, ಜನರನ್ನು ಸ್ಥಳಾಂತರಿಸುವುದು ಸೇರಿದಂತೆ ಮುನ್ನೆಚ್ಚರಿಕೆ ಕ್ರಮಗಳನ್ನು ಕೈಗೊಳ್ಳಲಾಗಿದೆ ಎಂದು ನಿರ್ದೇಶನ ನೀಡಲಾಗಿದೆ. ಮಳೆಯಿಂದ ಮನೆ ಸಂಪೂರ್ಣವಾಗಿ xyxy=(30,224,257,312)
naidu-photo xyxy=(1003,715,1222,931)
registration-marks-center xyxy=(515,2445,577,2457)
threat-col-3: ಇದೀಗ ಫಿಲ್ಮ್ ಚೇಂಬರ್ ಕೂಡ ಸ್ಪಷ್ಟ ನಿಲುವು ತೆಗೆದುಕೊಂಡಿದ್ದು, ಕಮಲ್ ಹಾಸನ್ ಕ್ಷಮೆ ಕೇಳುವವರೆಗೂ ಚಿತ್ರ ಬಿಡುಗಡೆ ಮಾಡದಂತೆ ವಿತರಕರಿಗೆ ಸೂಚಿಸಿದೆ. ಕನ್ನಡ ಪರ ಹೋರಾಟಗಾರರು ರಾಜ್ಯಾದ್ಯಂತ ಪ್ರತಿಭಟನೆ ನಡೆಸಿದ್ದಾರೆ. ಕನ್ನಡ ನೆಲ, ಜಲ, ಭಾಷೆಯ ವಿಚಾರದಲ್ಲಿ ರಾಜಿ ಇಲ್ಲ. ಕನ್ನಡದ ಬಗ್ಗೆ ಅವಹೇಳನಕಾರಿ ಮಾತುಗಳನ್ನಾಡಿದರೆ ತಕ್ಕ ಪಾಠ ಕಲಿಸಲಾಗುವುದು. ಸರ್ಕಾರ ಕೂಡ ಈ ಬಗ್ಗೆ ಗಂಭೀರವಾಗಿ ಪರಿಗಣಿಸಬೇಕು ಎಂದು ಸಂಘಟನೆಗಳು ಒತ್ತಾಯಿಸಿವೆ. xyxy=(1249,142,1468,302)
registration-marks-right xyxy=(1385,2445,1447,2457)
divider xyxy=(30,749,742,751)
headline-darshan: ವಿದೇಶಕ್ಕೆ ಹೋಗಲು ನಟ ದರ್ಶನ್‌ಗೆ ಅನುಮತಿ xyxy=(903,1048,1326,1082)
modi-col-3: ವಿದ್ಯುತ್ ಇಲ್ಲದ ಹಳ್ಳಿಗಳಿಗೆ ವಿದ್ಯುತ್ ತಲುಪಿಸಲಾಗಿದೆ. 10 ವರ್ಷಗಳಲ್ಲಿ ಬಡವರಿಗೆ 4 ಕೋಟಿ ಮನೆಗಳನ್ನು ನಿರ್ಮಿಸಿಕೊಡಲಾಗಿದೆ ಎಂದು ಹೇಳಿದರು. xyxy=(515,548,742,599)
darshan-col-2: ಹೈಕೋರ್ಟ್ ದರ್ಶನ್‌ಗೆ ಜಾಮೀನು ನೀಡಿದ್ದನ್ನು ಪ್ರಶ್ನಿಸಿ ಸರ್ಕಾರ ಸುಪ್ರೀಂ ಕೋರ್ಟ್‌ಗೆ ಮೇಲ್ಮನವಿ ಸಲ್ಲಿಸಿದೆ. ಸುಪ್ರೀಂ ಕೋರ್ಟ್‌ನಲ್ಲಿ ವಿಚಾರಣೆ ಬಾಕಿ ಇದೆ. xyxy=(1003,1300,1222,1351)
